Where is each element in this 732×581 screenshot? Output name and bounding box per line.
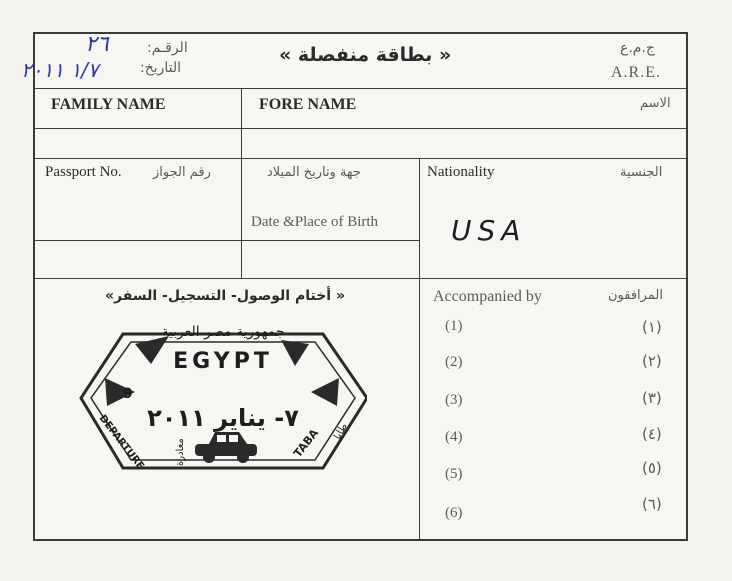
companion-row-ar: (٦) bbox=[642, 495, 662, 513]
companion-row-ar: (٢) bbox=[642, 352, 662, 370]
companion-row-ar: (٣) bbox=[642, 389, 662, 407]
nationality-value: USA bbox=[451, 214, 527, 247]
landing-card bbox=[21, 32, 688, 541]
companion-row-en: (3) bbox=[445, 392, 463, 408]
divider bbox=[241, 158, 242, 278]
stamp-number: 9 bbox=[123, 386, 133, 402]
stamp-departure-ar: مغادرة bbox=[175, 438, 186, 466]
country-ar: ج.م.ع bbox=[620, 40, 655, 56]
handwritten-number: ٢٦ bbox=[85, 32, 109, 57]
stamp-taba-ar: طابا bbox=[332, 421, 351, 442]
stamps-heading: « أختام الوصول- التسجيل- السفر» bbox=[105, 288, 346, 304]
flag-icon bbox=[135, 336, 169, 364]
divider bbox=[419, 158, 420, 539]
companion-row-ar: (٤) bbox=[642, 425, 662, 443]
date-label: التاريخ: bbox=[140, 60, 182, 76]
name-ar-label: الاسم bbox=[640, 96, 671, 111]
handwritten-date: ١/٧ ٢٠١١ bbox=[21, 58, 99, 82]
stamp-departure: DEPARTURE bbox=[96, 413, 146, 472]
nationality-label-ar: الجنسية bbox=[620, 165, 663, 180]
birth-label-ar: جهة وتاريخ الميلاد bbox=[267, 165, 361, 180]
country-en: A.R.E. bbox=[611, 64, 661, 81]
divider bbox=[35, 240, 420, 241]
number-label: الرقـم: bbox=[147, 40, 188, 56]
divider bbox=[35, 278, 686, 279]
card-title: « بطاقة منفصلة » bbox=[279, 44, 452, 66]
flag-icon bbox=[281, 340, 309, 366]
stamp-country-ar: جمهورية مصر العربية bbox=[161, 324, 285, 340]
accompanied-label-en: Accompanied by bbox=[433, 288, 542, 305]
fore-name-label: FORE NAME bbox=[259, 96, 357, 113]
companion-row-ar: (١) bbox=[642, 318, 662, 336]
stamp-taba: TABA bbox=[291, 426, 322, 460]
departure-stamp bbox=[77, 306, 367, 484]
companion-row-en: (6) bbox=[445, 505, 463, 521]
stamp-date: ٧- يناير ٢٠١١ bbox=[147, 404, 299, 432]
flag-icon bbox=[311, 378, 339, 406]
passport-label-en: Passport No. bbox=[45, 164, 122, 180]
passport-label-ar: رقم الجواز bbox=[153, 165, 211, 180]
divider bbox=[241, 88, 242, 158]
companion-row-en: (1) bbox=[445, 318, 463, 334]
nationality-label-en: Nationality bbox=[427, 164, 495, 180]
companion-row-en: (5) bbox=[445, 466, 463, 482]
companion-row-en: (4) bbox=[445, 429, 463, 445]
car-icon bbox=[195, 432, 257, 463]
birth-label-en: Date &Place of Birth bbox=[251, 214, 379, 230]
accompanied-label-ar: المرافقون bbox=[608, 288, 663, 303]
divider bbox=[35, 158, 686, 159]
divider bbox=[35, 128, 686, 129]
stamp-country-en: EGYPT bbox=[173, 349, 273, 374]
companion-row-ar: (٥) bbox=[642, 459, 662, 477]
family-name-label: FAMILY NAME bbox=[51, 96, 166, 113]
companion-row-en: (2) bbox=[445, 354, 463, 370]
divider bbox=[35, 88, 686, 89]
